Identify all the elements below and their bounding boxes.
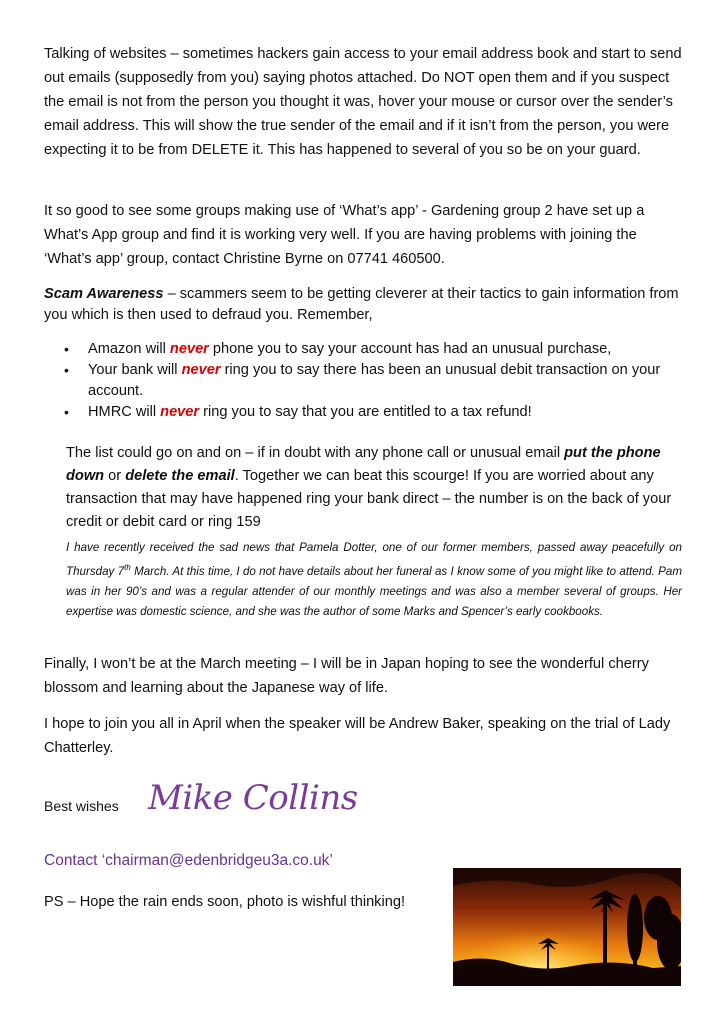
finally-paragraph: Finally, I won’t be at the March meeting – I will be in Japan hoping to see the wonderful cherry blossom and learning about the Japanese way of life.	[44, 656, 649, 696]
put-phone-down-emphasis: put the phone down	[66, 445, 661, 484]
signature: Mike Collins	[148, 778, 358, 818]
ps-note: PS – Hope the rain ends soon, photo is wishful thinking!	[44, 894, 406, 910]
sunset-photo	[453, 868, 681, 986]
list-item: • Your bank will never ring you to say there has been an unusual debit transaction on your account.	[64, 360, 684, 402]
websites-paragraph: Talking of websites – sometimes hackers gain access to your email address book and start to send out emails (supposedly from you) saying photos attached. Do NOT open them and if you suspect the email is not from the person you thought it was, hover your mouse or cursor over the sender’s email address. This will show the true sender of the email and if it isn’t from the person, you were expecting it to be from DELETE it. This has happened to several of you so be on your guard.	[44, 46, 682, 158]
scam-heading: Scam Awareness	[44, 286, 164, 302]
april-paragraph: I hope to join you all in April when the speaker will be Andrew Baker, speaking on the trial of Lady Chatterley.	[44, 716, 671, 756]
whatsapp-paragraph: It so good to see some groups making use of ‘What’s app’ - Gardening group 2 have set up a What’s App group and find it is working very well. If you are having problems with joining the ‘What’s app’ group, contact Christine Byrne on 07741 460500.	[44, 203, 645, 267]
best-wishes: Best wishes	[44, 798, 119, 814]
scam-advice-paragraph: The list could go on and on – if in doubt with any phone call or unusual email put the phone down or delete the email. Together we can beat this scourge! If you are worried about any transaction that may have happened ring your bank direct – the number is on the back of your credit or debit card or ring 159	[66, 445, 672, 530]
list-item: • Amazon will never phone you to say your account has had an unusual purchase,	[64, 339, 684, 360]
delete-email-emphasis: delete the email	[125, 468, 235, 484]
scam-intro-text: – scammers seem to be getting cleverer at their tactics to gain information from you which is then used to defraud you. Remember,	[44, 286, 679, 323]
list-item: • HMRC will never ring you to say that you are entitled to a tax refund!	[64, 402, 684, 423]
obituary-paragraph: I have recently received the sad news that Pamela Dotter, one of our former members, passed away peacefully on Thursday 7th March. At this time, I do not have details about her funeral as I know some of you might like to attend. Pam was in her 90’s and was a regular attender of our monthly meetings and was also a member several of groups. Her expertise was domestic science, and she was the author of some Marks and Spencer’s early cookbooks.	[66, 541, 683, 618]
scam-bullet-list	[64, 339, 684, 423]
scam-intro-paragraph	[44, 284, 684, 326]
contact-email[interactable]: Contact ‘chairman@edenbridgeu3a.co.uk’	[44, 852, 333, 869]
